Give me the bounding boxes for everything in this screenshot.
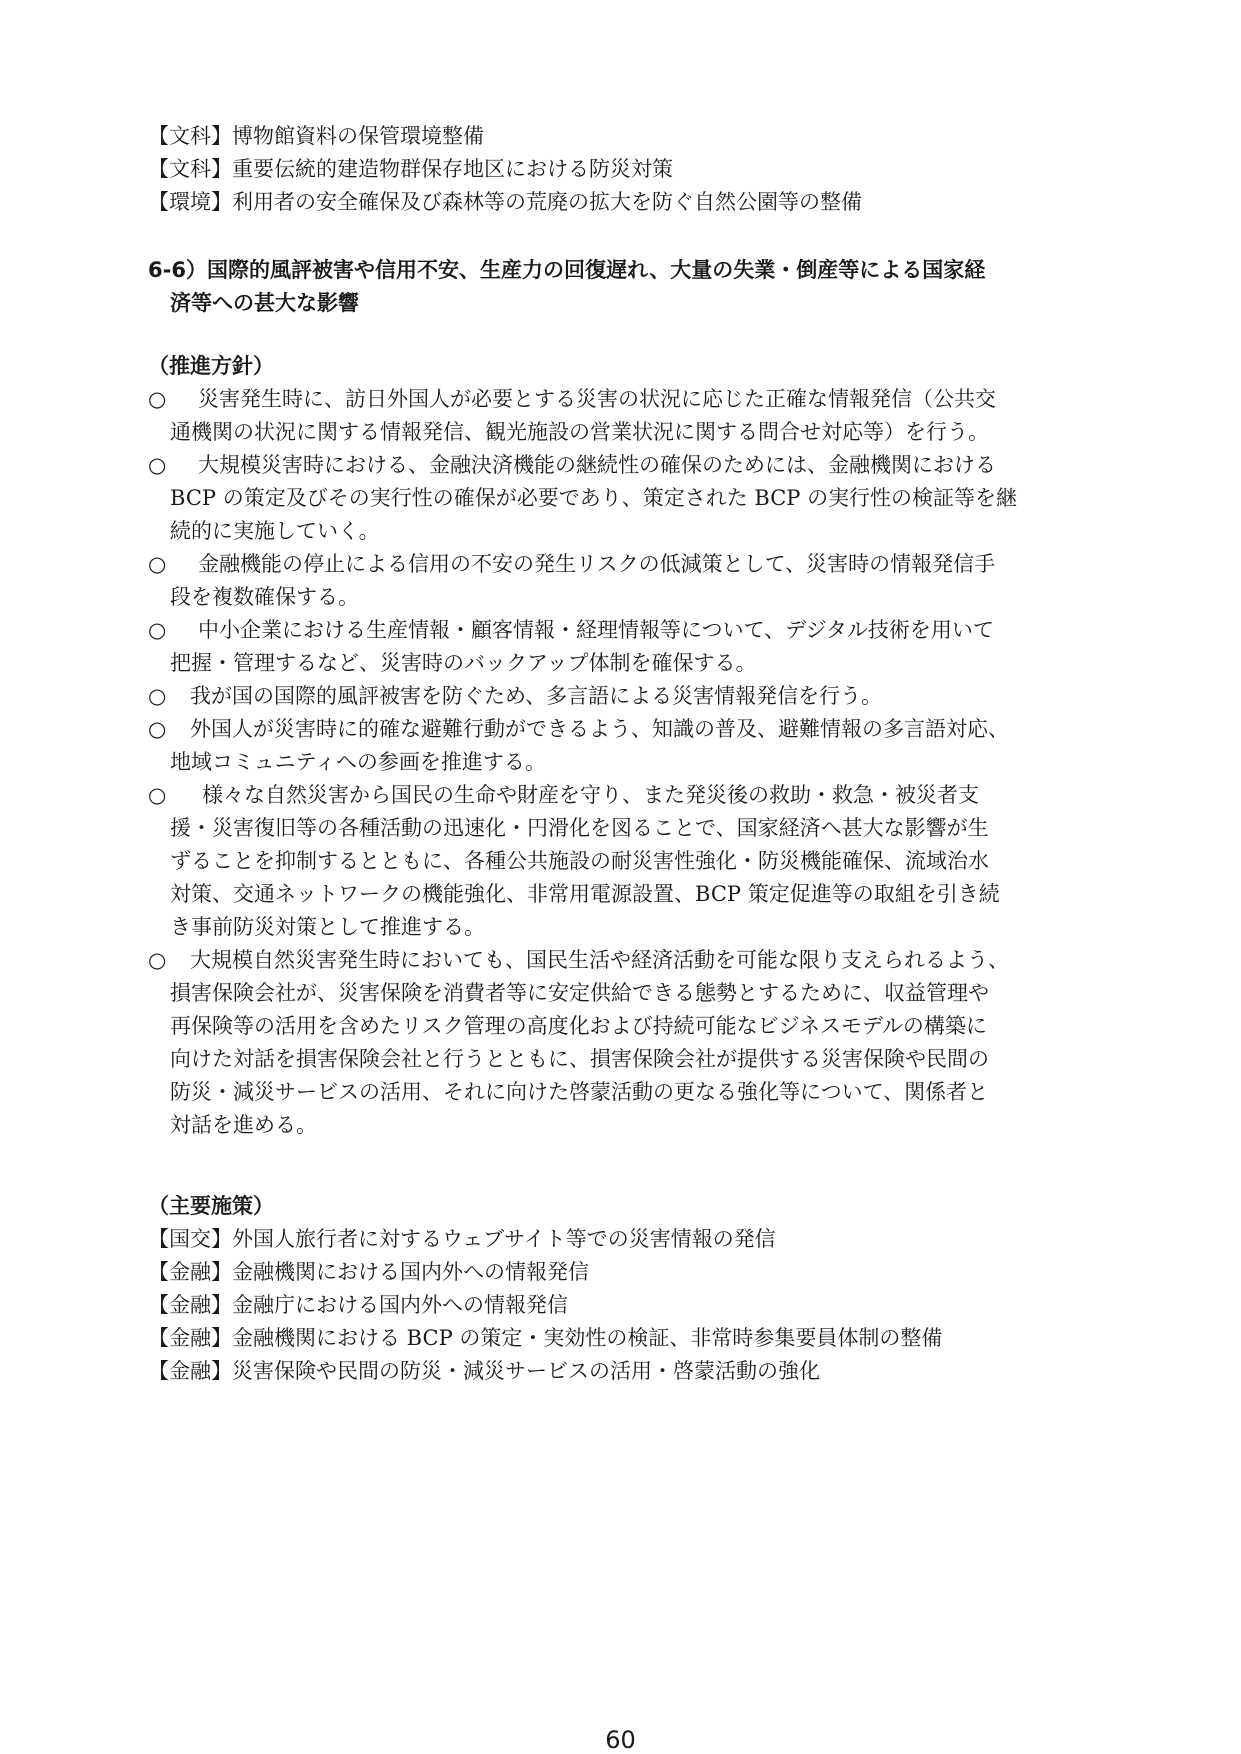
policy-line: 通機関の状況に関する情報発信、観光施設の営業状況に関する問合せ対応等）を行う。 <box>170 420 989 444</box>
policy-subheading: （推進方針） <box>148 354 274 378</box>
policy-line: 損害保険会社が、災害保険を消費者等に安定供給できる態勢とするために、収益管理や <box>170 981 989 1005</box>
bullet-circle-icon: ○ <box>148 717 167 741</box>
measure-item: 【文科】重要伝統的建造物群保存地区における防災対策 <box>148 157 673 181</box>
bullet-circle-icon: ○ <box>148 783 167 807</box>
section-heading-line: 6-6）国際的風評被害や信用不安、生産力の回復遅れ、大量の失業・倒産等による国家経 <box>148 258 986 282</box>
policy-line: 対話を進める。 <box>170 1113 317 1137</box>
policy-line: 対策、交通ネットワークの機能強化、非常用電源設置、BCP 策定促進等の取組を引き続 <box>170 882 1000 906</box>
policy-line: 防災・減災サービスの活用、それに向けた啓蒙活動の更なる強化等について、関係者と <box>170 1080 989 1104</box>
policy-line: 我が国の国際的風評被害を防ぐため、多言語による災害情報発信を行う。 <box>190 684 883 708</box>
policy-line: 再保険等の活用を含めたリスク管理の高度化および持続可能なビジネスモデルの構築に <box>170 1014 987 1038</box>
section-heading-line: 済等への甚大な影響 <box>170 291 359 315</box>
measure-item: 【金融】金融庁における国内外への情報発信 <box>148 1293 568 1317</box>
policy-line: 地域コミュニティへの参画を推進する。 <box>170 750 546 774</box>
bullet-circle-icon: ○ <box>148 684 167 708</box>
policy-item <box>148 713 1108 779</box>
policy-list <box>148 383 1108 1142</box>
policy-item <box>148 548 1108 614</box>
measure-item: 【環境】利用者の安全確保及び森林等の荒廃の拡大を防ぐ自然公園等の整備 <box>148 190 862 214</box>
policy-line: き事前防災対策として推進する。 <box>170 915 485 939</box>
measure-item: 【金融】災害保険や民間の防災・減災サービスの活用・啓蒙活動の強化 <box>148 1359 820 1383</box>
bullet-circle-icon: ○ <box>148 618 167 642</box>
measures-subheading: （主要施策） <box>148 1194 274 1218</box>
bullet-circle-icon: ○ <box>148 387 167 411</box>
main-measures-list <box>148 1223 1108 1388</box>
measure-item: 【金融】金融機関における国内外への情報発信 <box>148 1260 589 1284</box>
policy-line: 援・災害復旧等の各種活動の迅速化・円滑化を図ることで、国家経済へ甚大な影響が生 <box>170 816 989 840</box>
section-heading <box>148 254 1108 320</box>
policy-line: ずることを抑制するとともに、各種公共施設の耐災害性強化・防災機能確保、流域治水 <box>170 849 989 873</box>
policy-line: 様々な自然災害から国民の生命や財産を守り、また発災後の救助・救急・被災者支 <box>202 783 979 807</box>
policy-item <box>148 383 1108 449</box>
policy-line: 大規模自然災害発生時においても、国民生活や経済活動を可能な限り支えられるよう、 <box>190 948 1009 972</box>
policy-line: 向けた対話を損害保険会社と行うとともに、損害保険会社が提供する災害保険や民間の <box>170 1047 989 1071</box>
policy-line: 金融機能の停止による信用の不安の発生リスクの低減策として、災害時の情報発信手 <box>198 552 996 576</box>
measure-item: 【文科】博物館資料の保管環境整備 <box>148 124 484 148</box>
policy-line: 把握・管理するなど、災害時のバックアップ体制を確保する。 <box>170 651 757 675</box>
policy-line: 段を複数確保する。 <box>170 585 359 609</box>
page-number: 60 <box>605 1726 636 1754</box>
bullet-circle-icon: ○ <box>148 453 167 477</box>
measure-item: 【金融】金融機関における BCP の策定・実効性の検証、非常時参集要員体制の整備 <box>148 1326 943 1350</box>
policy-line: 続的に実施していく。 <box>170 519 380 543</box>
policy-item <box>148 944 1108 1142</box>
top-measures-list <box>148 120 1108 219</box>
policy-line: 外国人が災害時に的確な避難行動ができるよう、知識の普及、避難情報の多言語対応、 <box>190 717 1009 741</box>
policy-item <box>148 614 1108 680</box>
policy-item <box>148 449 1108 548</box>
bullet-circle-icon: ○ <box>148 948 167 972</box>
policy-line: 大規模災害時における、金融決済機能の継続性の確保のためには、金融機関における <box>198 453 996 477</box>
policy-line: BCP の策定及びその実行性の確保が必要であり、策定された BCP の実行性の検証等を継 <box>170 486 1018 510</box>
policy-line: 中小企業における生産情報・顧客情報・経理情報等について、デジタル技術を用いて <box>198 618 994 642</box>
policy-item <box>148 779 1108 944</box>
bullet-circle-icon: ○ <box>148 552 167 576</box>
measure-item: 【国交】外国人旅行者に対するウェブサイト等での災害情報の発信 <box>148 1227 776 1251</box>
policy-line: 災害発生時に、訪日外国人が必要とする災害の状況に応じた正確な情報発信（公共交 <box>198 387 996 411</box>
policy-item <box>148 680 1108 713</box>
